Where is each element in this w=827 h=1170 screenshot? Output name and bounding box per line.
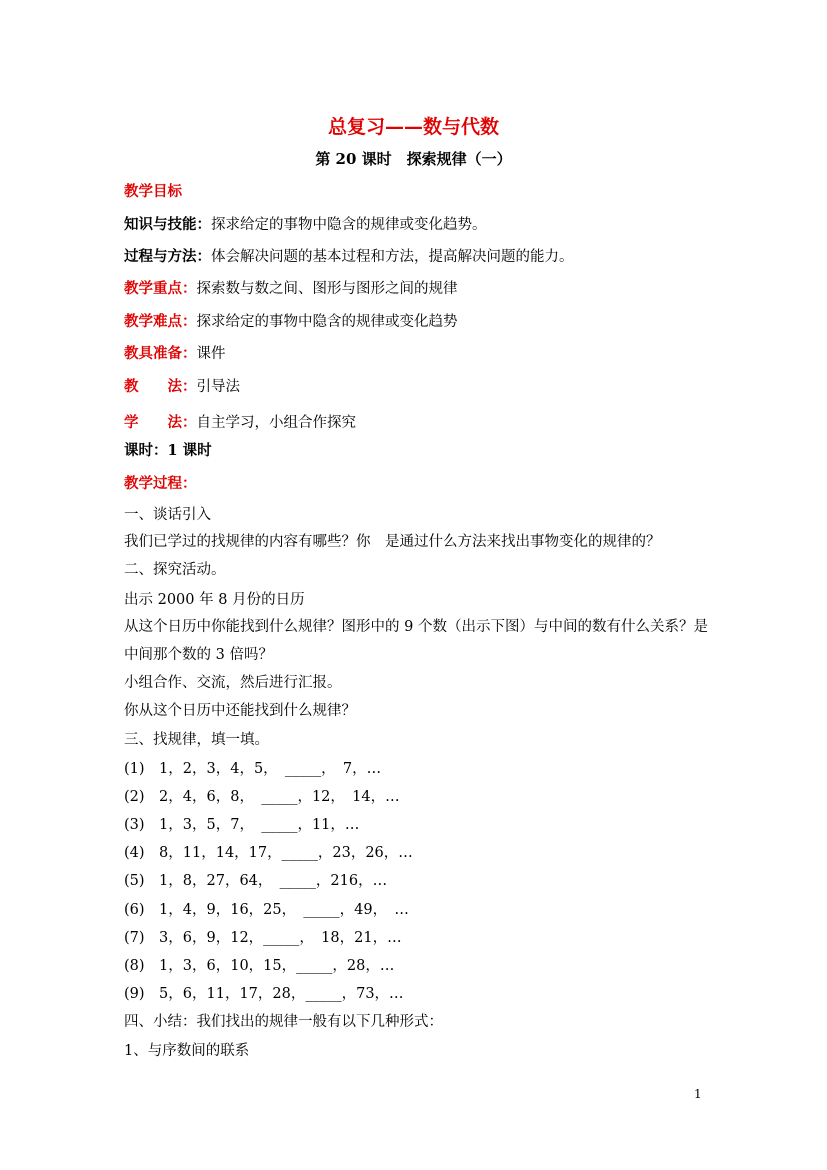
sequence-item: (3) 1，3，5，7， _____，11，… [124,817,360,833]
teach-label: 教 法： [124,378,197,395]
objectives-heading: 教学目标 [124,183,182,200]
lesson-subtitle: 第 20 课时 探索规律（一） [315,150,512,168]
difficulty-text: 探求给定的事物中隐含的规律或变化趋势 [196,314,458,330]
page-number: 1 [694,1087,702,1101]
process-line: 中间那个数的 3 倍吗？ [124,647,273,663]
process-line: 从这个日历中你能找到什么规律？图形中的 9 个数（出示下图）与中间的数有什么关系？是 [124,619,708,635]
tools-line [124,344,226,364]
teach-text: 引导法 [196,379,240,395]
sequence-item: (9) 5，6，11，17，28，_____，73，… [124,986,404,1002]
learn-method-line [124,413,356,433]
learn-text: 自主学习，小组合作探究 [196,415,356,431]
process-line: 二、探究活动。 [124,562,226,578]
process-label: 过程与方法： [124,248,211,265]
process-line: 出示 2000 年 8 月份的日历 [124,592,305,608]
sequence-item: (2) 2，4，6，8， _____，12， 14，… [124,789,400,805]
sequence-item: (1) 1，2，3，4，5， _____， 7，… [124,761,382,777]
sequence-item: (4) 8，11，14，17，_____，23，26，… [124,845,413,861]
process-heading: 教学过程： [124,475,197,492]
knowledge-text: 探求给定的事物中隐含的规律或变化趋势。 [211,217,487,233]
difficulty-line [124,312,458,332]
difficulty-label: 教学难点： [124,313,197,330]
summary-item: 1、与序数间的联系 [124,1043,250,1059]
sequence-item: (5) 1，8，27，64， _____，216，… [124,873,388,889]
focus-text: 探索数与数之间、图形与图形之间的规律 [196,281,458,297]
focus-label: 教学重点： [124,280,197,297]
learn-label: 学 法： [124,414,197,431]
process-method-line [124,247,574,267]
process-text: 体会解决问题的基本过程和方法，提高解决问题的能力。 [211,249,574,265]
sequence-item: (7) 3，6，9，12，_____， 18，21，… [124,930,402,946]
teach-method-line [124,377,240,397]
process-line: 你从这个日历中还能找到什么规律？ [124,703,356,719]
knowledge-line [124,215,487,235]
process-line: 一、谈话引入 [124,507,211,523]
summary-line: 四、小结：我们找出的规律一般有以下几种形式： [124,1014,443,1030]
process-line: 小组合作、交流，然后进行汇报。 [124,675,342,691]
tools-text: 课件 [196,346,226,362]
lesson-hours: 课时：1 课时 [124,442,212,459]
process-line: 三、找规律，填一填。 [124,732,269,748]
page-title: 总复习——数与代数 [327,116,499,138]
sequence-item: (6) 1，4，9，16，25， _____，49， … [124,902,409,918]
tools-label: 教具准备： [124,345,197,362]
process-line: 我们已学过的找规律的内容有哪些？你 是通过什么方法来找出事物变化的规律的？ [124,534,661,550]
focus-line [124,279,458,299]
knowledge-label: 知识与技能： [124,216,211,233]
sequence-item: (8) 1，3，6，10，15，_____，28，… [124,958,395,974]
